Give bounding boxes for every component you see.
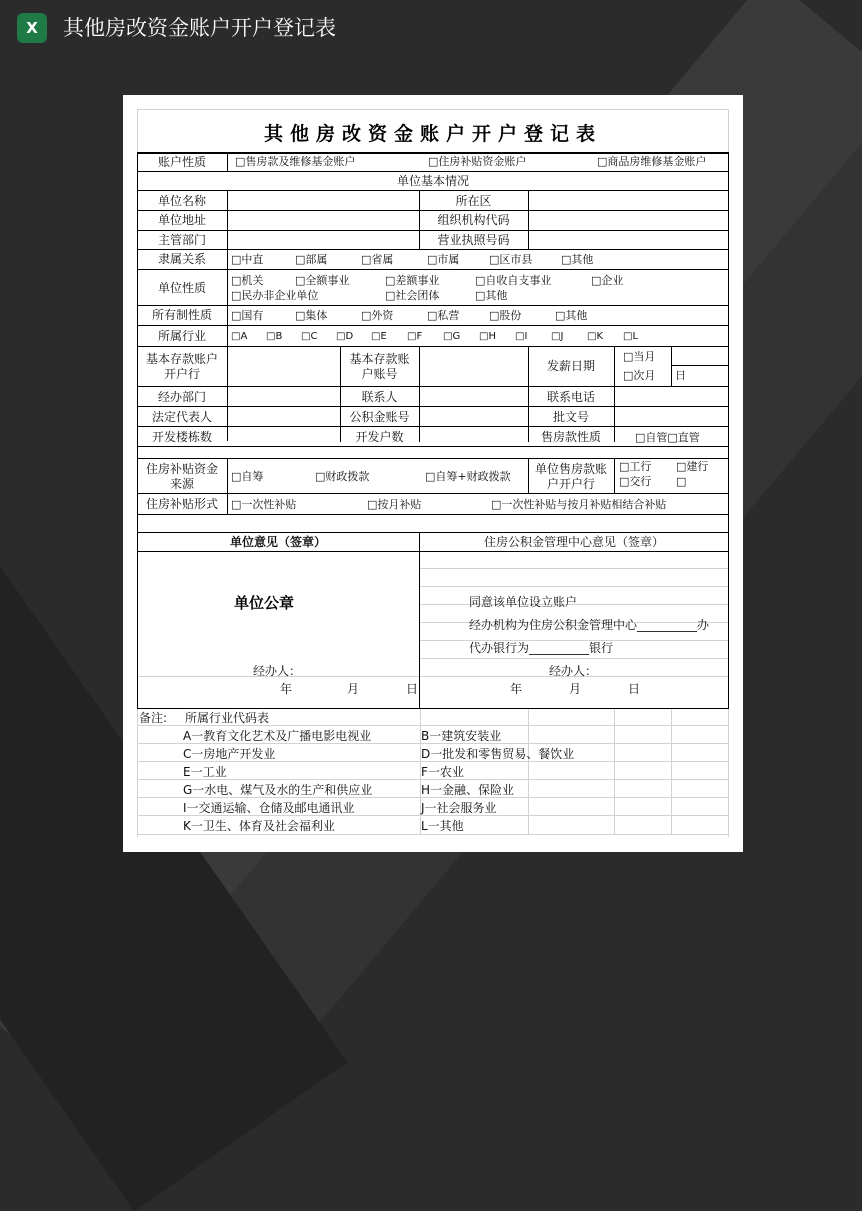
ownership-option[interactable]: □国有: [231, 309, 264, 322]
district-label: 所在区: [455, 194, 492, 208]
industry-option[interactable]: □L: [623, 331, 639, 342]
industry-label: 所属行业: [157, 329, 206, 343]
agree-text: 同意该单位设立账户: [469, 595, 578, 609]
industry-option[interactable]: □K: [587, 331, 604, 342]
unit-nature-option[interactable]: □企业: [591, 274, 624, 287]
affiliation-option[interactable]: □区市县: [489, 253, 533, 266]
industry-option[interactable]: □J: [551, 331, 564, 342]
industry-option[interactable]: □I: [515, 331, 528, 342]
industry-code-table-title: 所属行业代码表: [185, 711, 270, 725]
payday-current-month[interactable]: □当月: [623, 350, 656, 363]
excel-icon: X: [17, 13, 47, 43]
subsidy-form-label: 住房补贴形式: [145, 497, 218, 511]
account-type-option[interactable]: □售房款及维修基金账户: [235, 155, 356, 168]
unit-stamp-label: 单位公章: [234, 594, 295, 612]
industry-code-item: A一教育文化艺术及广播电影电视业: [183, 729, 372, 743]
industry-code-item: I一交通运输、仓储及邮电通讯业: [183, 801, 355, 815]
households-label: 开发户数: [355, 430, 404, 444]
title-bar: [0, 0, 862, 56]
unit-nature-option[interactable]: □社会团体: [385, 289, 440, 302]
sale-nature-label: 售房款性质: [540, 430, 601, 444]
unit-opinion-header: 单位意见（签章）: [229, 535, 326, 549]
payday-label: 发薪日期: [546, 359, 595, 373]
approval-no-label: 批文号: [552, 410, 589, 424]
industry-option[interactable]: □C: [301, 331, 318, 342]
account-type-option[interactable]: □住房补贴资金账户: [428, 155, 527, 168]
unit-nature-option[interactable]: □差额事业: [385, 274, 440, 287]
subsidy-form-option[interactable]: □一次性补贴: [231, 498, 297, 511]
subsidy-form-option[interactable]: □按月补贴: [367, 498, 422, 511]
unit-name-label: 单位名称: [157, 194, 206, 208]
industry-option[interactable]: □E: [371, 331, 387, 342]
ownership-option[interactable]: □其他: [555, 309, 588, 322]
sale-bank-option[interactable]: □工行: [619, 460, 652, 473]
subsidy-source-label: 住房补贴资金 来源: [145, 462, 218, 491]
unit-handler-label: 经办人：: [253, 664, 302, 678]
document-title: 其他房改资金账户开户登记表: [263, 123, 602, 145]
legal-rep-label: 法定代表人: [151, 410, 212, 424]
affiliation-option[interactable]: □中直: [231, 253, 264, 266]
deposit-bank-label: 基本存款账户 开户行: [145, 352, 218, 381]
center-date-month: 月: [569, 682, 582, 696]
org-code-label: 组织机构代码: [437, 213, 510, 227]
unit-nature-option[interactable]: □其他: [475, 289, 508, 302]
industry-code-item: D一批发和零售贸易、餐饮业: [421, 747, 575, 761]
contact-label: 联系人: [361, 390, 398, 404]
ownership-option[interactable]: □集体: [295, 309, 328, 322]
affiliation-option[interactable]: □部属: [295, 253, 328, 266]
buildings-label: 开发楼栋数: [151, 430, 212, 444]
sale-bank-option[interactable]: □交行: [619, 475, 652, 488]
deposit-account-label: 基本存款账 户账号: [349, 352, 410, 381]
payday-day: 日: [675, 369, 686, 382]
industry-code-item: C一房地产开发业: [183, 747, 276, 761]
industry-option[interactable]: □F: [407, 331, 423, 342]
section-header-basic-info: 单位基本情况: [396, 174, 469, 188]
subsidy-source-option[interactable]: □财政拨款: [315, 470, 370, 483]
affiliation-label: 隶属关系: [157, 252, 206, 266]
bank-text: 代办银行为__________银行: [469, 641, 614, 655]
sale-account-bank-label: 单位售房款账 户开户行: [534, 462, 607, 491]
industry-option[interactable]: □G: [443, 331, 461, 342]
handling-dept-label: 经办部门: [157, 390, 206, 404]
subsidy-form-option[interactable]: □一次性补贴与按月补贴相结合补贴: [491, 498, 667, 511]
industry-code-item: G一水电、煤气及水的生产和供应业: [183, 783, 373, 797]
unit-nature-option[interactable]: □全额事业: [295, 274, 350, 287]
subsidy-source-option[interactable]: □自筹+财政拨款: [425, 470, 511, 483]
unit-date-day: 日: [406, 682, 419, 696]
fund-account-label: 公积金账号: [349, 410, 410, 424]
center-opinion-header: 住房公积金管理中心意见（签章）: [483, 535, 664, 549]
subsidy-source-option[interactable]: □自筹: [231, 470, 264, 483]
industry-code-item: K一卫生、体育及社会福利业: [183, 819, 335, 833]
unit-date-month: 月: [347, 682, 360, 696]
sale-bank-option[interactable]: □: [676, 475, 687, 488]
ownership-label: 所有制性质: [151, 308, 212, 322]
center-date-day: 日: [628, 682, 641, 696]
affiliation-option[interactable]: □其他: [561, 253, 594, 266]
industry-option[interactable]: □H: [479, 331, 496, 342]
ownership-option[interactable]: □股份: [489, 309, 522, 322]
account-type-option[interactable]: □商品房维修基金账户: [597, 155, 707, 168]
industry-code-item: J一社会服务业: [421, 801, 497, 815]
affiliation-option[interactable]: □市属: [427, 253, 460, 266]
notes-label: 备注:: [139, 711, 168, 725]
unit-date-year: 年: [280, 682, 293, 696]
center-handler-label: 经办人：: [549, 664, 598, 678]
industry-option[interactable]: □B: [266, 331, 283, 342]
phone-label: 联系电话: [546, 390, 595, 404]
industry-option[interactable]: □A: [231, 331, 248, 342]
license-no-label: 营业执照号码: [437, 233, 510, 247]
industry-code-item: E一工业: [183, 765, 227, 779]
ownership-option[interactable]: □外资: [361, 309, 394, 322]
window-title: 其他房改资金账户开户登记表: [63, 16, 336, 40]
unit-nature-option[interactable]: □自收自支事业: [475, 274, 552, 287]
unit-nature-option[interactable]: □民办非企业单位: [231, 289, 319, 302]
unit-nature-option[interactable]: □机关: [231, 274, 264, 287]
industry-code-item: H一金融、保险业: [421, 783, 515, 797]
industry-code-item: F一农业: [421, 765, 464, 779]
center-date-year: 年: [510, 682, 523, 696]
sale-nature-options[interactable]: □自管□直管: [635, 431, 700, 444]
agency-text: 经办机构为住房公积金管理中心__________办: [469, 618, 710, 632]
document-sheet: [123, 95, 743, 852]
unit-nature-label: 单位性质: [157, 281, 206, 295]
affiliation-option[interactable]: □省属: [361, 253, 394, 266]
account-type-label: 账户性质: [157, 155, 206, 169]
industry-option[interactable]: □D: [336, 331, 354, 342]
industry-code-item: L一其他: [421, 819, 464, 833]
ownership-option[interactable]: □私营: [427, 309, 460, 322]
unit-address-label: 单位地址: [157, 213, 206, 227]
sale-bank-option[interactable]: □建行: [676, 460, 709, 473]
payday-next-month[interactable]: □次月: [623, 369, 656, 382]
dept-label: 主管部门: [157, 233, 206, 247]
industry-code-item: B一建筑安装业: [421, 729, 502, 743]
